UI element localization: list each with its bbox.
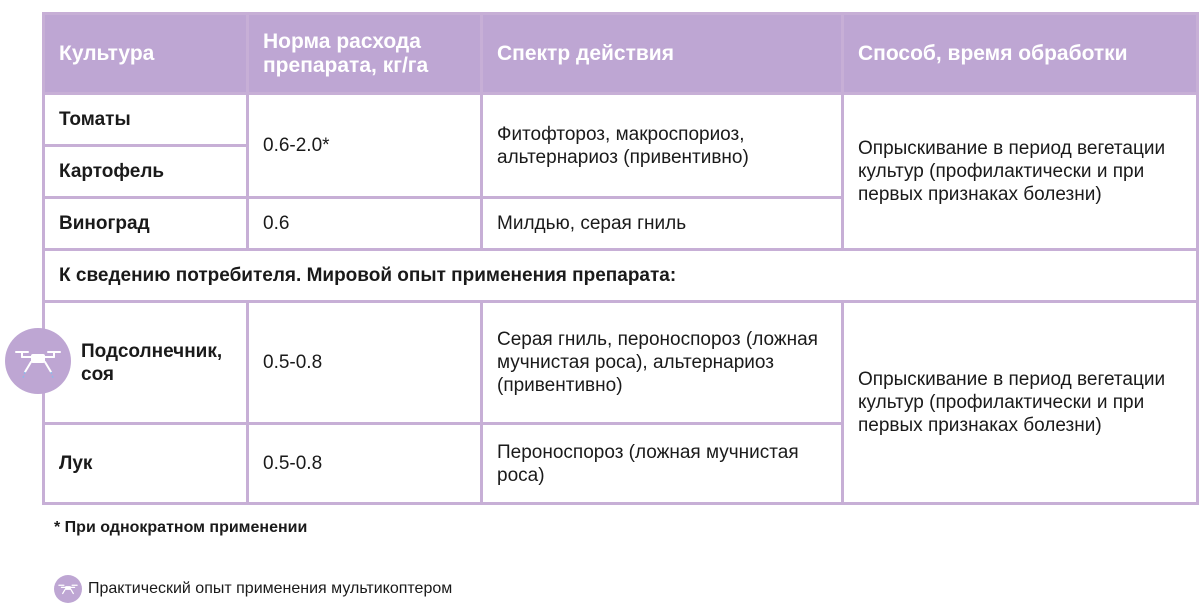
- footnote: * При однократном применении: [54, 519, 308, 536]
- table-row: [44, 94, 1198, 146]
- header-rate: Норма расхода препарата, кг/га: [248, 14, 482, 94]
- crop-grape: Виноград: [44, 198, 248, 250]
- application-table: [42, 12, 1196, 502]
- rate-grape: 0.6: [248, 198, 482, 250]
- method-top: Опрыскивание в период вегетации культур (профилактически и при первых признаках болезни): [843, 94, 1198, 250]
- table-header-row: [44, 14, 1198, 94]
- consumer-notice: К сведению потребителя. Мировой опыт применения препарата:: [44, 250, 1198, 302]
- spectrum-sunflower: Серая гниль, пероноспороз (ложная мучнистая роса), альтернариоз (привентивно): [482, 302, 843, 424]
- drone-icon: [13, 344, 63, 378]
- drone-badge: [5, 328, 71, 394]
- legend-text: Практический опыт применения мультикоптером: [88, 580, 453, 597]
- spectrum-onion: Пероноспороз (ложная мучнистая роса): [482, 424, 843, 504]
- crop-tomato: Томаты: [44, 94, 248, 146]
- header-crop: Культура: [44, 14, 248, 94]
- table-row: [44, 302, 1198, 424]
- crop-sunflower: Подсолнечник, соя: [44, 302, 248, 424]
- spectrum-grape: Милдью, серая гниль: [482, 198, 843, 250]
- spectrum-tomato-potato: Фитофтороз, макроспориоз, альтернариоз (привентивно): [482, 94, 843, 198]
- table-row: [44, 250, 1198, 302]
- rate-sunflower: 0.5-0.8: [248, 302, 482, 424]
- drone-icon: [54, 575, 82, 603]
- rate-onion: 0.5-0.8: [248, 424, 482, 504]
- application-table-grid: [42, 12, 1199, 505]
- header-method: Способ, время обработки: [843, 14, 1198, 94]
- method-bottom: Опрыскивание в период вегетации культур (профилактически и при первых признаках болезни): [843, 302, 1198, 504]
- crop-potato: Картофель: [44, 146, 248, 198]
- rate-tomato-potato: 0.6-2.0*: [248, 94, 482, 198]
- crop-onion: Лук: [44, 424, 248, 504]
- legend: [54, 575, 452, 603]
- header-spectrum: Спектр действия: [482, 14, 843, 94]
